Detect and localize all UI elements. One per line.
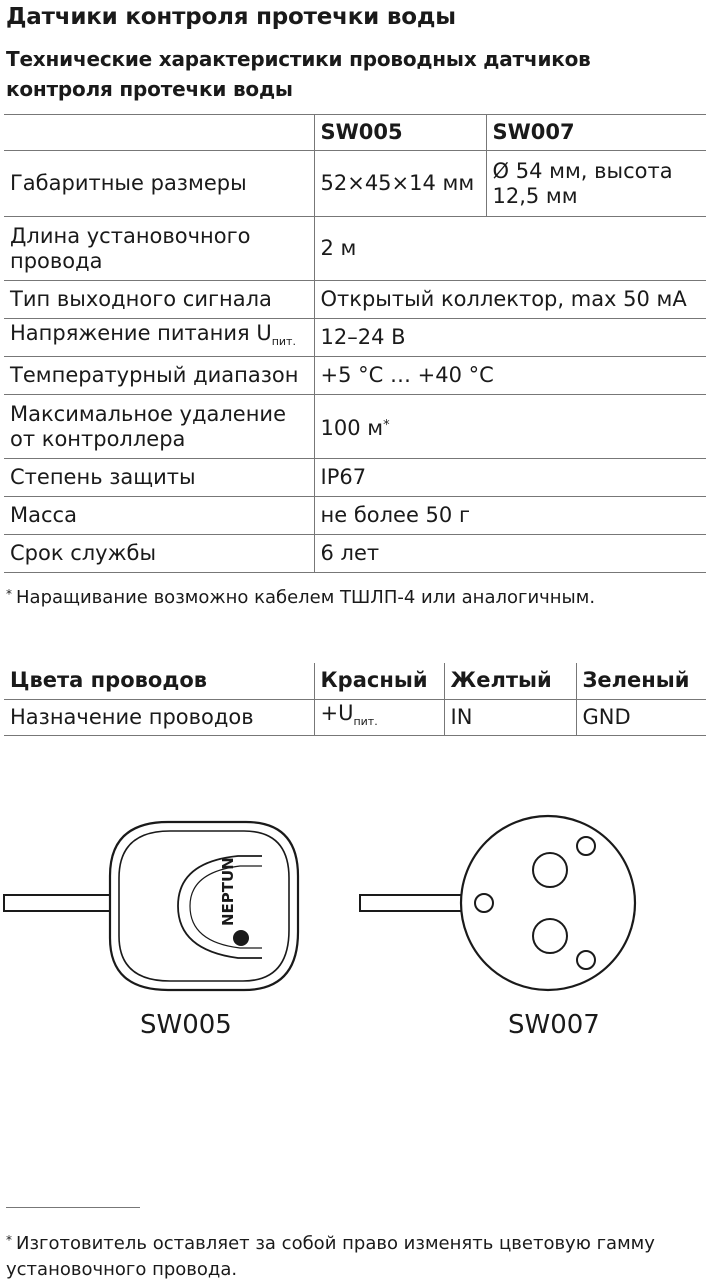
wire-header-green: Зеленый	[582, 668, 690, 693]
spec-header-empty	[4, 115, 314, 151]
spec-row	[4, 319, 706, 357]
neptun-logo-icon	[233, 930, 249, 946]
footnote-divider	[6, 1207, 140, 1208]
footnote-mark: *	[6, 587, 12, 601]
sw007-electrode-bottom	[533, 919, 567, 953]
wire-red-text: +U	[320, 700, 354, 725]
wire-row	[4, 699, 706, 735]
spec-value: 12–24 В	[320, 325, 406, 349]
spec-label: Длина установочного провода	[4, 217, 314, 281]
sw007-caption: SW007	[508, 1010, 600, 1040]
spec-table	[4, 114, 706, 573]
page-title: Датчики контроля протечки воды	[6, 4, 456, 30]
spec-value-sw007: Ø 54 мм, высота 12,5 мм	[492, 158, 673, 208]
spec-header-sw005: SW005	[314, 115, 486, 151]
spec-header-row	[4, 115, 706, 151]
spec-row	[4, 395, 706, 459]
wire-green-value: GND	[582, 704, 631, 729]
spec-label-voltage	[4, 319, 314, 357]
sw005-caption: SW005	[140, 1010, 232, 1040]
sw007-wire	[360, 895, 468, 911]
wire-header-row	[4, 663, 706, 699]
spec-value: 6 лет	[320, 541, 380, 565]
spec-row	[4, 281, 706, 319]
spec-row	[4, 217, 706, 281]
wire-red-value	[314, 699, 444, 735]
spec-value: не более 50 г	[320, 503, 470, 527]
sw007-hole-small-left	[475, 894, 493, 912]
sensor-drawings	[0, 800, 713, 1060]
footnote-cable	[6, 587, 595, 608]
section-subtitle: Технические характеристики проводных датчиков контроля протечки воды	[6, 47, 591, 101]
spec-label: Температурный диапазон	[4, 357, 314, 395]
sw005-body-outer	[110, 822, 298, 990]
spec-row	[4, 459, 706, 497]
spec-row	[4, 357, 706, 395]
spec-value: 2 м	[320, 236, 357, 260]
wire-header-red: Красный	[314, 663, 444, 699]
spec-row	[4, 151, 706, 217]
spec-label: Тип выходного сигнала	[4, 281, 314, 319]
sw007-hole-small-bottom	[577, 951, 595, 969]
spec-value: IP67	[320, 465, 367, 489]
spec-value-text: 100 м	[320, 415, 384, 440]
sw005-wire	[4, 895, 112, 911]
subscript-pit: пит.	[271, 335, 296, 348]
spec-header-sw007: SW007	[492, 120, 575, 144]
wire-colors-table	[4, 663, 706, 736]
spec-row	[4, 535, 706, 573]
footnote-text: Изготовитель оставляет за собой право изменять цветовую гамму установочного провода.	[6, 1233, 655, 1280]
wire-row-label: Назначение проводов	[4, 699, 314, 735]
sw007-hole-small-top	[577, 837, 595, 855]
spec-label: Максимальное удаление от контроллера	[4, 395, 314, 459]
wire-header-yellow: Желтый	[444, 663, 576, 699]
spec-value-distance	[314, 395, 706, 459]
spec-row	[4, 497, 706, 535]
spec-label: Масса	[4, 497, 314, 535]
sw005-drawing	[4, 822, 298, 990]
spec-label: Габаритные размеры	[4, 151, 314, 217]
wire-header-label: Цвета проводов	[4, 663, 314, 699]
spec-value-sw005: 52×45×14 мм	[314, 151, 486, 217]
spec-label: Степень защиты	[4, 459, 314, 497]
neptun-logo-text: NEPTUN	[219, 857, 237, 926]
spec-value: +5 °C … +40 °C	[320, 363, 494, 387]
footnote-mark: *	[383, 417, 390, 433]
sw007-drawing	[360, 816, 635, 990]
footnote-mark: *	[6, 1233, 12, 1247]
footnote-manufacturer	[6, 1227, 706, 1283]
spec-value: Открытый коллектор, max 50 мА	[320, 287, 687, 311]
wire-yellow-value: IN	[444, 699, 576, 735]
spec-label: Срок службы	[4, 535, 314, 573]
sw007-electrode-top	[533, 853, 567, 887]
spec-label-text: Напряжение питания U	[10, 321, 272, 345]
subscript-pit: пит.	[353, 714, 378, 728]
footnote-text: Наращивание возможно кабелем ТШЛП-4 или аналогичным.	[16, 587, 596, 608]
